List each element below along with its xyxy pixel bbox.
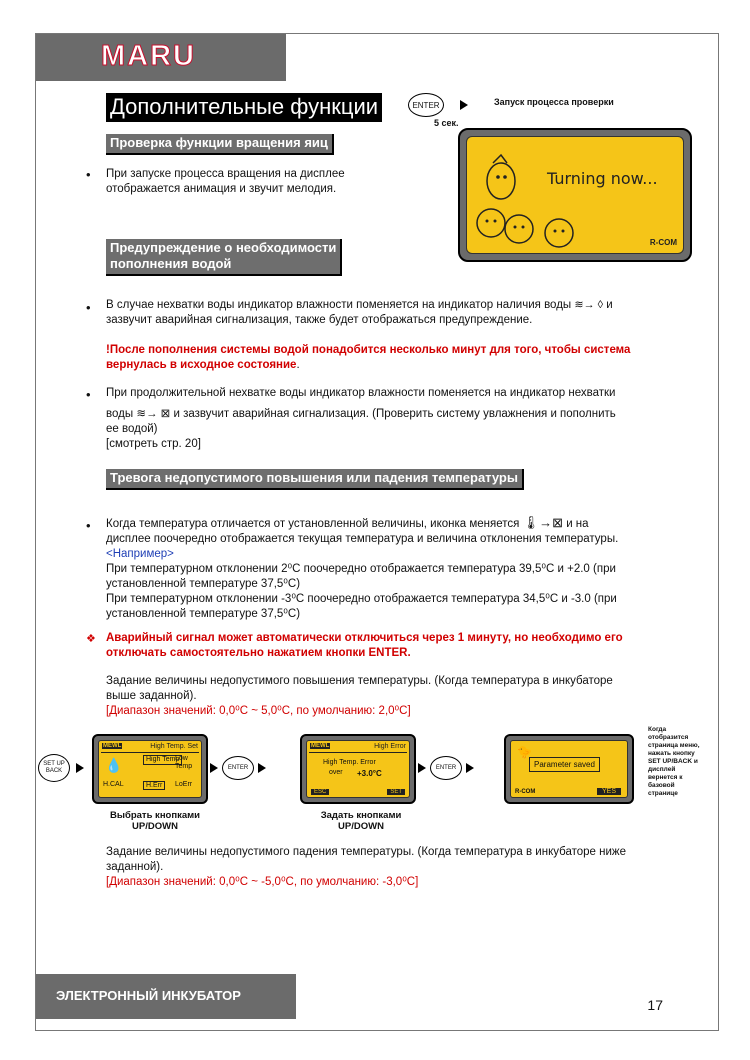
humidity-to-water-icon: ≋→ ◊ [574,299,604,311]
chick-eggs-icon [471,141,581,251]
alarm-notice: Аварийный сигнал может автоматически отключиться через 1 минуту, но необходимо его отключать самостоятельно нажатием кнопки ENTER. [106,632,623,659]
water-drop-icon: 💧 [105,757,123,773]
water-notice: !После пополнения системы водой понадобится несколько минут для того, чтобы система вернулась в исходное состояние. [106,344,631,371]
enter-button-icon: ENTER [408,93,444,117]
diamond-bullet-icon: ❖ [86,633,96,645]
section-heading-egg-turning: Проверка функции вращения яиц [106,134,334,155]
page-number: 17 [647,997,663,1013]
bullet-icon: • [86,518,91,533]
bullet-icon: • [86,167,91,182]
section-heading-temp-alarm: Тревога недопустимого повышения или падения температуры [106,469,524,490]
water-bullet-2: При продолжительной нехватке воды индикатор влажности поменяется на индикатор нехватки воды ≋→ ⊠ и зазвучит аварийная сигнализация. (Проверить систему увлажнения и пополнить ее водой) [смотреть стр. 20] [106,387,616,450]
lcd-turning-display [458,128,692,262]
chick-icon: 🐤 [517,745,532,759]
arrow-right-icon [466,763,474,773]
side-note: Когда отобразится страница меню, нажать кнопку SET UP/BACK и дисплей вернется к базовой странице [648,726,700,797]
egg-turning-text: При запуске процесса вращения на дисплее отображается анимация и звучит мелодия. [106,168,345,195]
lcd-high-temp-set: MEWL High Temp. Set 💧 H.CAL High Temp Low Temp H.Err LoErr [92,734,208,804]
humidity-to-no-water-icon: ≋→ ⊠ [136,408,171,420]
caption-select: Выбрать кнопками UP/DOWN [110,810,200,832]
arrow-right-icon [460,100,468,110]
lcd-parameter-saved: 🐤 Parameter saved R-COM YES [504,734,634,804]
manual-page [35,33,719,1031]
arrow-right-icon [258,763,266,773]
setup-back-button-icon: SET UP BACK [38,754,70,782]
high-temp-setting: Задание величины недопустимого повышения температуры. (Когда температура в инкубаторе выше заданной). [Диапазон значений: 0,0⁰C ~ 5,0⁰C, по умолчанию: 2,0⁰C] [106,675,613,717]
footer-label: ЭЛЕКТРОННЫЙ ИНКУБАТОР [56,988,241,1003]
lcd-screen [466,136,684,254]
footer-bar [36,974,296,1019]
enter-button-icon: ENTER [430,756,462,780]
arrow-right-icon [418,763,426,773]
enter-hint-label: Запуск процесса проверки [494,97,614,107]
arrow-right-icon [210,763,218,773]
lcd-turning-text: Turning now... [547,169,658,188]
lcd-brand: R-COM [649,238,677,247]
caption-set: Задать кнопками UP/DOWN [320,810,402,832]
thermometer-to-alarm-icon: 🌡→⊠ [522,515,563,530]
water-bullet-1: В случае нехватки воды индикатор влажности поменяется на индикатор наличия воды ≋→ ◊ и зазвучит аварийная сигнализация, также будет отображаться предупреждение. [106,299,613,326]
bullet-icon: • [86,387,91,402]
section-heading-water: Предупреждение о необходимости пополнения водой [106,239,342,276]
arrow-right-icon [76,763,84,773]
page-title: Дополнительные функции [106,93,382,122]
duration-label: 5 сек. [434,118,459,128]
bullet-icon: • [86,300,91,315]
temp-alarm-text: Когда температура отличается от установленной величины, иконка меняется 🌡→⊠ и на дисплее поочередно отображается текущая температура и величина отклонения температуры. <Например> При температурном отклонении 2⁰C поочередно отображается температура 39,5⁰C и +2.0 (при установленной температуре 37,5⁰C) При температурном отклонении -3⁰C поочередно отображается температура 34,5⁰C и -3.0 (при установленной температуре 37,5⁰C) [106,515,619,620]
header-bar [36,34,286,81]
low-temp-setting: Задание величины недопустимого падения температуры. (Когда температура в инкубаторе ниже заданной). [Диапазон значений: 0,0⁰C ~ -5,0⁰C, по умолчанию: -3,0⁰C] [106,846,626,888]
enter-button-icon: ENTER [222,756,254,780]
maru-logo: MARU [101,40,196,72]
lcd-high-error: MEWL High Error High Temp. Error over +3.0°C ESC SET [300,734,416,804]
